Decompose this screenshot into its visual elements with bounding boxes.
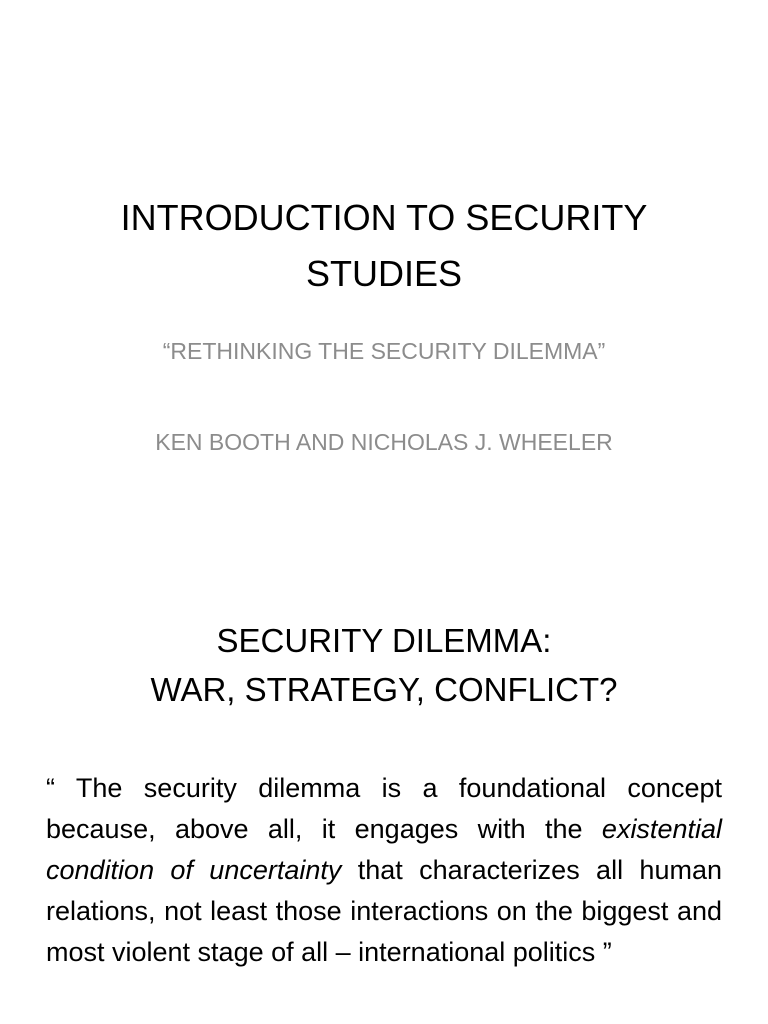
- quote-text-start: “ The security dilemma is a foundational concept because, above all, it engages with the: [46, 773, 722, 844]
- slide-title-line-1: INTRODUCTION TO SECURITY: [120, 197, 648, 238]
- slide-title-line-2: STUDIES: [305, 253, 463, 294]
- slide-authors: KEN BOOTH AND NICHOLAS J. WHEELER: [155, 429, 613, 455]
- slide-heading: [40, 616, 728, 714]
- quote-paragraph: [46, 768, 722, 973]
- slide-heading-line-1: SECURITY DILEMMA:: [216, 622, 552, 659]
- quote-text-end: that characterizes all human relations, not least those interactions on the biggest and most violent stage of all – international politics ”: [46, 855, 722, 967]
- quote-emphasis: existential condition of uncertainty: [46, 814, 722, 885]
- slide-subtitle: “RETHINKING THE SECURITY DILEMMA”: [162, 338, 606, 364]
- slide-heading-line-2: WAR, STRATEGY, CONFLICT?: [150, 671, 618, 708]
- content-slide: [0, 512, 768, 1024]
- slide-title: [40, 190, 728, 302]
